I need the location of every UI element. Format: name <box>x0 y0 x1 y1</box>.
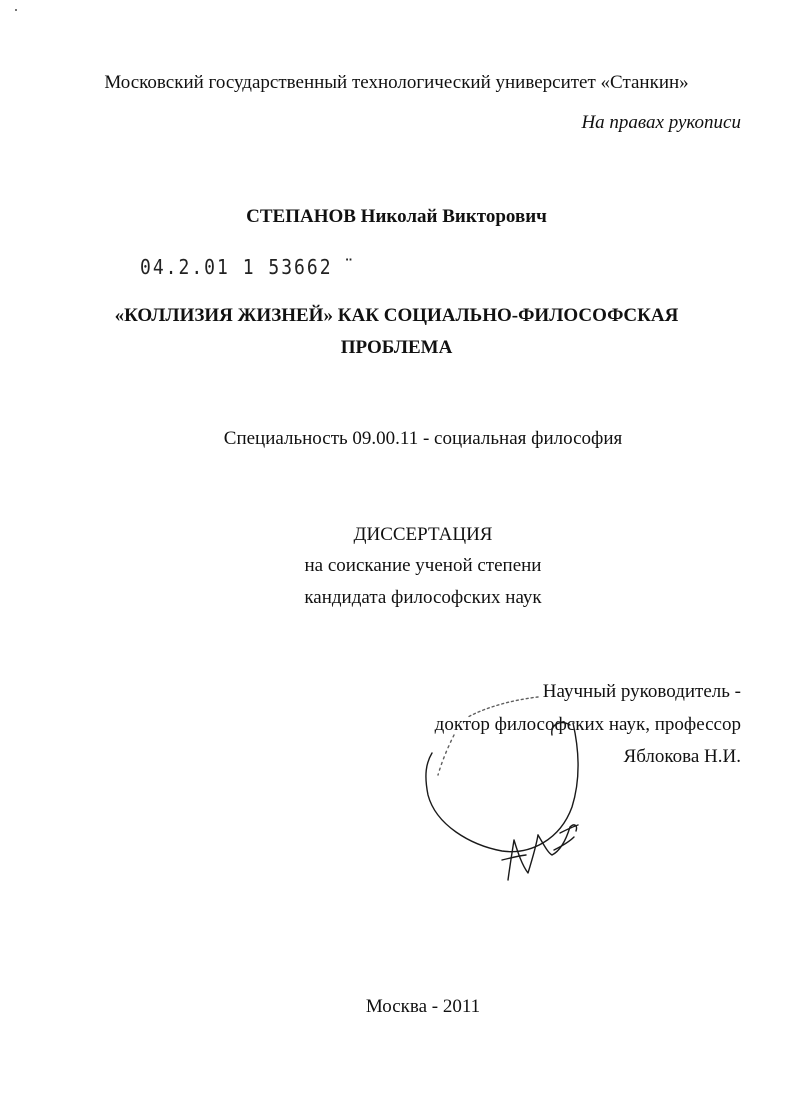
degree-name-line: кандидата философских наук <box>304 587 542 608</box>
supervisor-degree: доктор философских наук, профессор <box>434 714 741 735</box>
degree-purpose-line: на соискание ученой степени <box>304 555 542 576</box>
supervisor-role: Научный руководитель - <box>542 681 741 702</box>
dissertation-title <box>0 300 793 364</box>
university-name: Московский государственный технологический университет «Станкин» <box>104 72 689 93</box>
author-name: СТЕПАНОВ Николай Викторович <box>246 206 547 227</box>
supervisor-name: Яблокова Н.И. <box>623 746 741 767</box>
scan-speck <box>15 9 17 11</box>
title-line-1: «КОЛЛИЗИЯ ЖИЗНЕЙ» КАК СОЦИАЛЬНО-ФИЛОСОФСКАЯ <box>114 305 679 326</box>
manuscript-note: На правах рукописи <box>581 112 741 133</box>
document-type-heading: ДИССЕРТАЦИЯ <box>353 524 493 545</box>
supervisor-signature <box>410 675 600 890</box>
city-year: Москва - 2011 <box>365 996 481 1017</box>
title-line-2: ПРОБЛЕМА <box>340 337 453 358</box>
registration-number-stamp: 04.2.01 1 53662 ̈ <box>140 256 346 280</box>
specialty-line: Специальность 09.00.11 - социальная философия <box>223 428 623 449</box>
